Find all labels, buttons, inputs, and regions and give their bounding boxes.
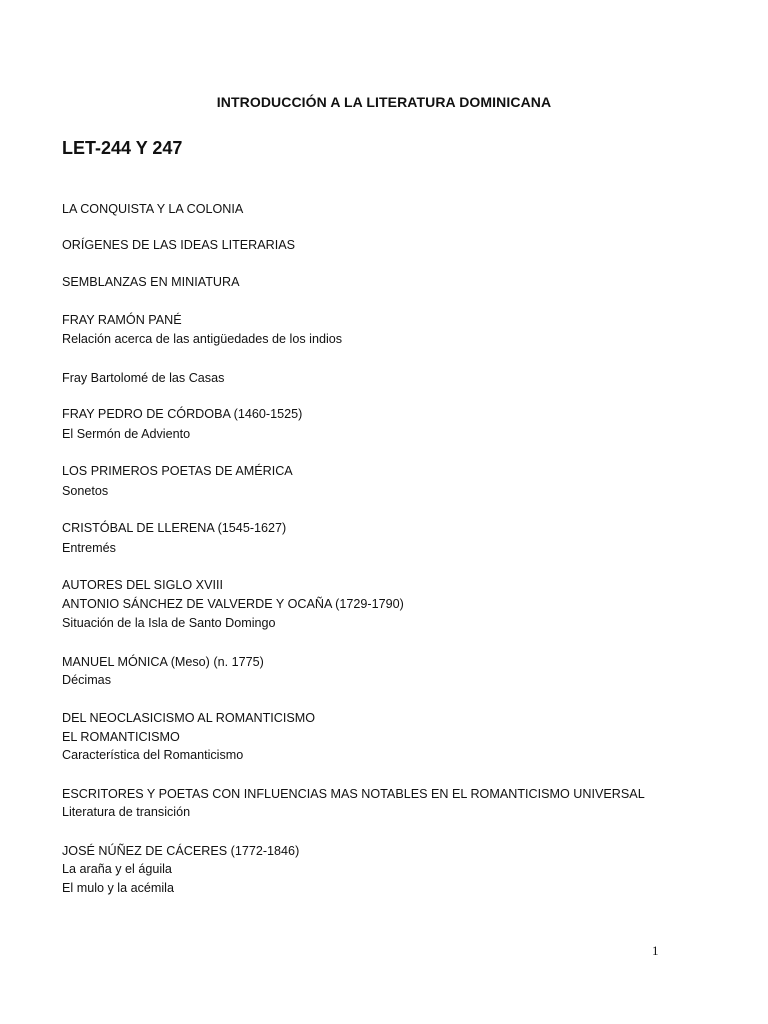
author-heading: JOSÉ NÚÑEZ DE CÁCERES (1772-1846) — [62, 844, 300, 858]
work-title: Situación de la Isla de Santo Domingo — [62, 616, 276, 630]
section-heading: LOS PRIMEROS POETAS DE AMÉRICA — [62, 464, 293, 478]
author-heading: FRAY PEDRO DE CÓRDOBA (1460-1525) — [62, 407, 303, 421]
author-heading: FRAY RAMÓN PANÉ — [62, 313, 182, 327]
page-number: 1 — [652, 943, 659, 958]
section-heading: DEL NEOCLASICISMO AL ROMANTICISMO — [62, 711, 316, 725]
work-title: El Sermón de Adviento — [62, 427, 191, 441]
work-title: Entremés — [62, 541, 116, 555]
section-heading: AUTORES DEL SIGLO XVIII — [62, 578, 223, 592]
work-title: La araña y el águila — [62, 862, 172, 876]
section-heading: ORÍGENES DE LAS IDEAS LITERARIAS — [62, 238, 296, 252]
section-heading: LA CONQUISTA Y LA COLONIA — [62, 202, 244, 216]
author-heading: MANUEL MÓNICA (Meso) (n. 1775) — [62, 655, 264, 669]
work-title: Sonetos — [62, 484, 109, 498]
work-title: Décimas — [62, 673, 111, 687]
section-heading: EL ROMANTICISMO — [62, 730, 180, 744]
author-name: Fray Bartolomé de las Casas — [62, 371, 225, 385]
work-title: Característica del Romanticismo — [62, 748, 244, 762]
work-title: Relación acerca de las antigüedades de los indios — [62, 332, 343, 346]
work-title: El mulo y la acémila — [62, 881, 174, 895]
author-heading: ANTONIO SÁNCHEZ DE VALVERDE Y OCAÑA (1729-1790) — [62, 597, 404, 611]
document-title: INTRODUCCIÓN A LA LITERATURA DOMINICANA — [216, 94, 552, 110]
section-heading: SEMBLANZAS EN MINIATURA — [62, 275, 240, 289]
author-heading: CRISTÓBAL DE LLERENA (1545-1627) — [62, 521, 287, 535]
section-heading: ESCRITORES Y POETAS CON INFLUENCIAS MAS NOTABLES EN EL ROMANTICISMO UNIVERSAL — [62, 787, 645, 801]
work-title: Literatura de transición — [62, 805, 191, 819]
course-code: LET-244 Y 247 — [62, 138, 183, 158]
